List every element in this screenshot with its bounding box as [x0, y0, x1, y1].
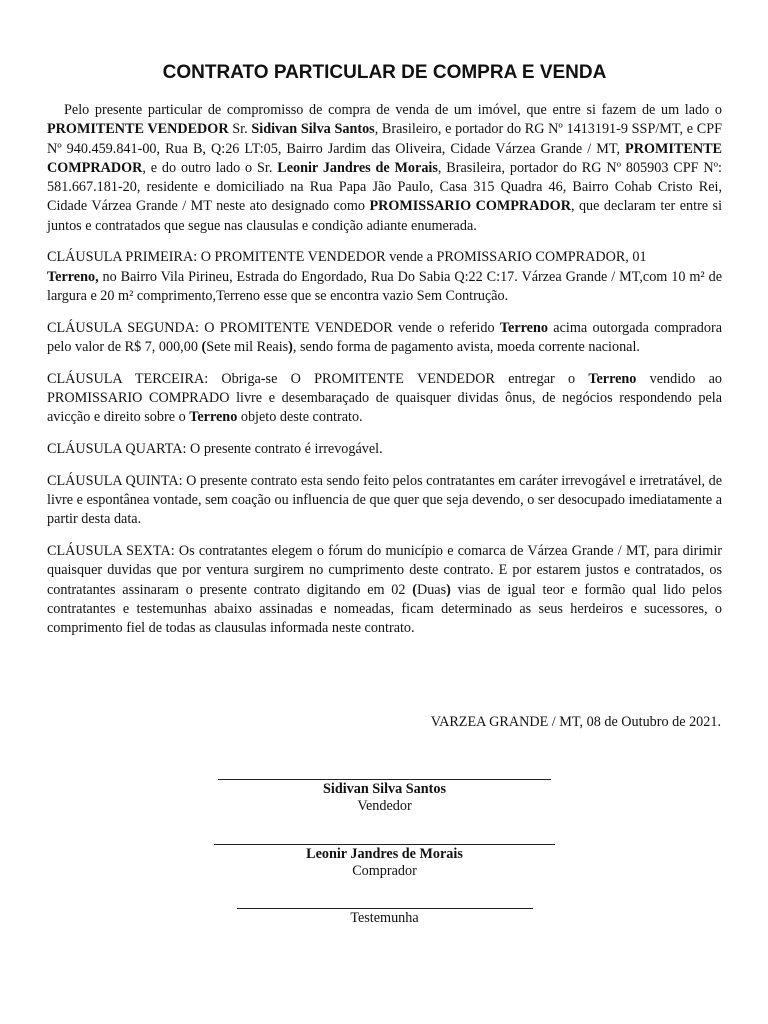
signature-line [237, 908, 533, 909]
bold-term: Terreno [189, 409, 238, 426]
seller-signature-name: Sidivan Silva Santos [322, 781, 446, 797]
seller-signature-block [47, 779, 722, 815]
bold-paren: ( [412, 581, 417, 598]
text-run: vias de igual teor e formão qual lido pelos contratantes e testemunhas abaixo assinadas e nomeadas, ficam determinado as seus herdeiros e sucessores, o comprimento fiel de todas as clausulas informada neste contrato. [47, 581, 722, 637]
date-line: VARZEA GRANDE / MT, 08 de Outubro de 2021. [430, 714, 721, 730]
buyer-signature-role: Comprador [352, 863, 417, 879]
party-role-promissary: PROMISSARIO COMPRADOR [369, 198, 571, 215]
bold-term: Terreno, [47, 268, 99, 285]
text-run: vendido ao PROMISSARIO COMPRADO livre e desembaraçado de quaisquer dividas ônus, de negócios respondendo pela avicção e direito sobre o [47, 370, 722, 426]
text-run: no Bairro Vila Pirineu, Estrada do Engordado, Rua Do Sabia Q:22 C:17. Várzea Grande / MT,com 10 m² de largura e 20 m² comprimento,Terreno esse que se encontra vazio Sem Contrução. [47, 268, 722, 305]
text-run: CLÁUSULA TERCEIRA: Obriga-se O PROMITENTE VENDEDOR entregar o [47, 370, 589, 387]
clause-fourth: CLÁUSULA QUARTA: O presente contrato é irrevogável. [47, 441, 383, 458]
bold-paren: ( [201, 339, 207, 356]
seller-name: Sidivan Silva Santos [251, 121, 375, 138]
text-run: , Brasileira, portador do RG Nº 805903 CPF Nº: 581.667.181-20, residente e domiciliado na Rua Papa Jão Paulo, Casa 315 Quadra 46, Bairro Cohab Cristo Rei, Cidade Várzea Grande / MT neste ato designado como [47, 159, 722, 215]
bold-paren: ) [446, 581, 451, 598]
buyer-signature-name: Leonir Jandres de Morais [306, 846, 463, 862]
clause-third [47, 370, 722, 428]
text-run: Sr. [228, 121, 252, 138]
text-run: objeto deste contrato. [237, 409, 363, 426]
text-run: , sendo forma de pagamento avista, moeda corrente nacional. [292, 339, 640, 356]
party-role-buyer: PROMITENTE COMPRADOR [47, 140, 722, 176]
text-run: CLÁUSULA SEXTA: Os contratantes elegem o fórum do município e comarca de Várzea Grande / MT, para dirimir quaisquer duvidas que por ventura surgirem no cumprimento deste contrato. E por estarem justos e contratados, os contratantes assinaram o presente contrato digitando em 02 [47, 542, 722, 598]
party-role-seller: PROMITENTE VENDEDOR [47, 121, 229, 138]
signature-line [218, 779, 551, 780]
contract-body [47, 101, 722, 651]
text-run: CLÁUSULA PRIMEIRA: O PROMITENTE VENDEDOR vende a PROMISSARIO COMPRADOR, 01 [47, 249, 647, 266]
witness-signature-role: Testemunha [350, 910, 419, 926]
buyer-name: Leonir Jandres de Morais [277, 159, 438, 176]
text-run: Sete mil Reais [206, 339, 289, 356]
text-run: , Brasileiro, e portador do RG Nº 1413191-9 SSP/MT, e CPF Nº 940.459.841-00, Rua B, Q:26 LT:05, Bairro Jardim das Oliveira, Cidade Várzea Grande / MT, [47, 121, 722, 157]
text-run: acima outorgada compradora pelo valor de R$ 7, 000,00 [47, 319, 723, 356]
bold-paren: ) [288, 339, 293, 356]
text-run: , e do outro lado o Sr. [142, 159, 278, 176]
intro-paragraph [47, 101, 722, 236]
text-run: Duas [416, 581, 447, 598]
seller-signature-role: Vendedor [357, 798, 412, 814]
witness-signature-block [47, 908, 722, 927]
clause-fifth: CLÁUSULA QUINTA: O presente contrato esta sendo feito pelos contratantes em caráter irrevogável e irretratável, de livre e espontânea vontade, sem coação ou influencia de que quer que seja devendo, o ser desocupado imediatamente a partir desta data. [47, 472, 722, 528]
bold-term: Terreno [588, 370, 637, 387]
text-run: Pelo presente particular de compromisso de compra de venda de um imóvel, que entre si fazem de um lado o [64, 102, 722, 118]
document-title: CONTRATO PARTICULAR DE COMPRA E VENDA [162, 62, 607, 83]
clause-first [47, 248, 722, 306]
clause-second [47, 319, 722, 358]
buyer-signature-block [47, 844, 722, 880]
signature-line [214, 844, 555, 845]
text-run: CLÁUSULA SEGUNDA: O PROMITENTE VENDEDOR vende o referido [47, 319, 500, 336]
clause-sixth [47, 542, 722, 638]
bold-term: Terreno [499, 319, 548, 336]
text-run: , que declaram ter entre si juntos e contratados que segue nas clausulas e condição adiante enumerada. [47, 198, 723, 234]
